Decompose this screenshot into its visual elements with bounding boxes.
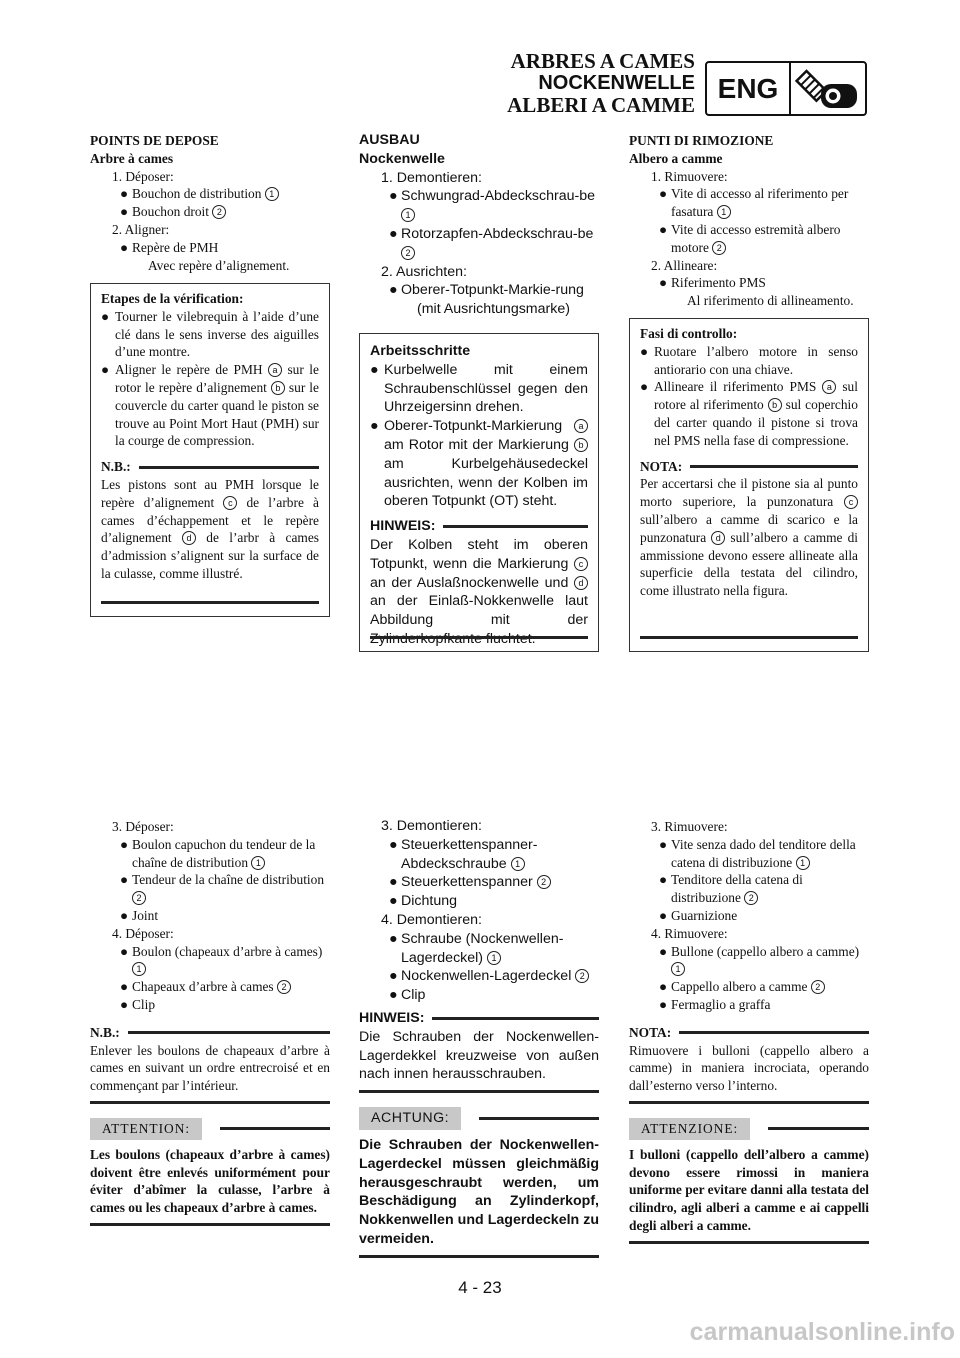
- note-label: HINWEIS:: [370, 517, 588, 536]
- heading: POINTS DE DEPOSE: [90, 133, 219, 148]
- step-4: 4. Déposer:: [112, 925, 174, 941]
- fr-top-steps: [90, 132, 330, 274]
- it-top-steps: [629, 132, 869, 310]
- note-label: NOTA:: [629, 1024, 869, 1042]
- box-title: Arbeitsschritte: [370, 343, 471, 359]
- title-it: ALBERI A CAMME: [507, 93, 695, 117]
- caution-label: ATTENZIONE:: [629, 1118, 869, 1140]
- list-item-cont: Al riferimento di allineamento.: [687, 293, 854, 309]
- it-check-box: [629, 318, 869, 652]
- list-item: ● Clip: [120, 996, 156, 1012]
- list-item: ● Tenditore della catena di distribuzione 2: [659, 872, 803, 906]
- step-3: 3. Déposer:: [112, 819, 174, 834]
- step-4: 4. Demontieren:: [381, 911, 482, 928]
- list-item: ● Oberer-Totpunkt-Markie-rung: [389, 282, 584, 299]
- it-bottom-steps: [629, 818, 869, 1244]
- heading: PUNTI DI RIMOZIONE: [629, 133, 774, 148]
- note-label: HINWEIS:: [359, 1009, 599, 1028]
- note-text: Les pistons sont au PMH lorsque le repère d’alignement c de l’arbre à cames d’échappement et le repère d’alignement d de l’arbr à cames d’admission s’alignent sur la surface de la culasse, comme illustré.: [101, 476, 319, 581]
- list-item: ● Chapeaux d’arbre à cames 2: [90, 978, 330, 996]
- caution-text: I bulloni (cappello dell’albero a camme) devono essere rimossi in maniera uniforme per evitare danni alla testata del cilindro, agli alberi a camme e ai cappelli degli alberi a camme.: [629, 1146, 869, 1233]
- title-fr: ARBRES A CAMES: [510, 49, 695, 73]
- note-text: Per accertarsi che il pistone sia al punto morto superiore, la punzonatura c sull’albero a camme di scarico e la punzonatura d sull’albero a camme di ammissione devono essere allineate alla superficie della testata del cilindro, come illustrato nella figura.: [640, 476, 858, 599]
- list-item: ● Schraube (Nockenwellen-Lagerdeckel) 1: [389, 930, 564, 966]
- box-para: ● Aligner le repère de PMH a sur le rotor le repère d’alignement b sur le couvercle du carter quand le piston se trouve au Point Mort Haut (PMH) sur la courge de compression.: [101, 362, 319, 449]
- note-text: Der Kolben steht im oberen Totpunkt, wenn die Markierung c an der Auslaßnockenwelle und d an der Einlaß-Nokkenwelle laut Abbildung mit der: [370, 536, 588, 629]
- step-1: 1. Demontieren:: [381, 169, 482, 186]
- box-para: ● Allineare il riferimento PMS a sul rotore al riferimento b sul coperchio del carter quando il pistone si trova nel PMS nella fase di compressione.: [640, 379, 858, 448]
- callout-1: 1: [265, 187, 279, 201]
- list-item: ● Guarnizione: [659, 907, 738, 923]
- note-text: Enlever les boulons de chapeaux d’arbre à cames en suivant un ordre entrecroisé et en commençant par l’intérieur.: [90, 1042, 330, 1094]
- box-para: ● Tourner le vilebrequin à l’aide d’une clé dans le sens inverse des aiguilles d’une montre.: [101, 308, 319, 360]
- list-item: ● Boulon capuchon du tendeur de la chaîne de distribution 1: [120, 836, 316, 870]
- step-2: 2. Ausrichten:: [381, 263, 467, 280]
- title-de: NOCKENWELLE: [538, 72, 695, 94]
- list-item: ● Vite senza dado del tenditore della catena di distribuzione 1: [659, 836, 856, 870]
- list-item: ● Rotorzapfen-Abdeckschrau-be 2: [389, 225, 594, 258]
- fr-check-box: [90, 283, 330, 617]
- list-item: ● Clip: [389, 987, 426, 1004]
- caution-text: Les boulons (chapeaux d’arbre à cames) doivent être enlevés uniformément pour éviter d’abîmer la culasse, l’arbre à cames ou les chapeaux d’arbre à cames.: [90, 1146, 330, 1216]
- list-item: ● Boulon (chapeaux d’arbre à cames) 1: [120, 943, 323, 975]
- step-1: 1. Rimuovere:: [651, 168, 728, 184]
- note-label: N.B.:: [90, 1024, 330, 1042]
- list-item: ● Vite di accesso al riferimento per fasatura 1: [659, 186, 849, 220]
- watermark: carmanualsonline.info: [689, 1318, 955, 1346]
- subheading: Arbre à cames: [90, 150, 174, 166]
- list-item-cont: (mit Ausrichtungsmarke): [417, 301, 570, 318]
- list-item: ● Steuerkettenspanner 2: [359, 873, 599, 892]
- section-badge: [705, 61, 867, 116]
- page-number: 4 - 23: [458, 1278, 502, 1297]
- box-para: ● Oberer-Totpunkt-Markierung a am Rotor mit der Markierung b am Kurbelgehäusedeckel ausrichten, wenn der Kolben im oberen Totpunkt (OT) steht.: [370, 418, 588, 510]
- step-1: 1. Déposer:: [112, 168, 174, 184]
- note-label: N.B.:: [101, 458, 319, 476]
- de-top-steps: [359, 131, 599, 319]
- box-title: Fasi di controllo:: [640, 326, 738, 341]
- list-item: ● Repère de PMH: [120, 239, 219, 255]
- step-2: 2. Aligner:: [112, 221, 170, 237]
- box-para: ● Kurbelwelle mit einem Schraubenschlüssel gegen den Uhrzeigersinn drehen.: [370, 361, 588, 416]
- step-3: 3. Demontieren:: [381, 818, 482, 834]
- list-item: ● Steuerkettenspanner-Abdeckschraube 1: [389, 836, 538, 872]
- de-check-box: [359, 333, 599, 652]
- caution-label: ATTENTION:: [90, 1118, 330, 1140]
- section-title: [480, 50, 695, 116]
- de-bottom-steps: [359, 817, 599, 1258]
- subheading: Albero a camme: [629, 150, 723, 166]
- caution-label: ACHTUNG:: [359, 1107, 599, 1130]
- list-item: ● Bullone (cappello albero a camme) 1: [659, 943, 860, 975]
- box-title: Etapes de la vérification:: [101, 291, 244, 306]
- box-para: ● Ruotare l’albero motore in senso antiorario con una chiave.: [640, 343, 858, 377]
- subheading: Nockenwelle: [359, 150, 445, 167]
- heading: AUSBAU: [359, 132, 420, 148]
- step-2: 2. Allineare:: [651, 257, 718, 273]
- list-item: ● Vite di accesso estremità albero motore 2: [659, 221, 841, 255]
- list-item-cont: Avec repère d’alignement.: [148, 257, 290, 273]
- list-item: ● Cappello albero a camme 2: [629, 978, 869, 996]
- list-item: ● Riferimento PMS: [659, 275, 766, 291]
- eng-label: ENG: [707, 63, 791, 114]
- fr-bottom-steps: [90, 818, 330, 1226]
- step-3: 3. Rimuovere:: [651, 819, 728, 834]
- note-text: Die Schrauben der Nockenwellen-Lagerdekkel kreuzweise von außen nach innen herausschrauben.: [359, 1028, 599, 1083]
- wrench-icon: [791, 63, 865, 114]
- list-item: ● Bouchon de distribution 1: [90, 185, 330, 203]
- list-item: ● Joint: [120, 907, 159, 923]
- list-item: ● Fermaglio a graffa: [659, 996, 771, 1012]
- step-4: 4. Rimuovere:: [651, 925, 728, 941]
- callout-2: 2: [212, 205, 226, 219]
- list-item: ● Schwungrad-Abdeckschrau-be 1: [389, 188, 596, 221]
- list-item: ● Bouchon droit 2: [90, 203, 330, 221]
- note-label: NOTA:: [640, 458, 858, 476]
- list-item: ● Tendeur de la chaîne de distribution 2: [120, 872, 325, 904]
- list-item: ● Dichtung: [389, 893, 457, 910]
- list-item: ● Nockenwellen-Lagerdeckel 2: [359, 967, 599, 986]
- note-text: Rimuovere i bulloni (cappello albero a camme) in maniera incrociata, operando dall’esterno verso l’interno.: [629, 1042, 869, 1094]
- caution-text: Die Schrauben der Nockenwellen-Lagerdeckel müssen gleichmäßig herausgeschraubt werden, um Beschädigung an Zylinderkopf, Nokkenwellen und Lagerdeckeln zu vermeiden.: [359, 1136, 599, 1247]
